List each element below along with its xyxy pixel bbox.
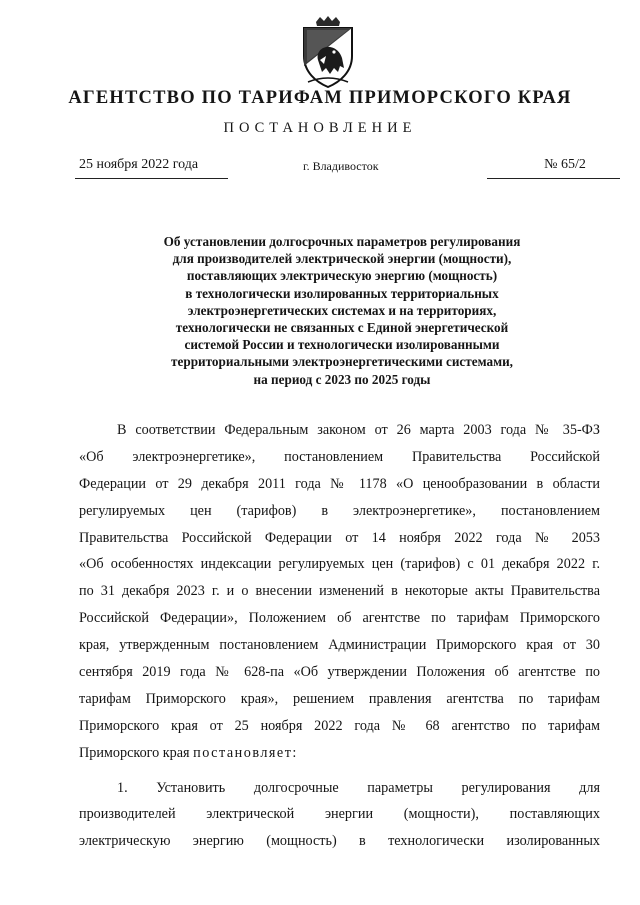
title-line: системой России и технологически изолированными	[184, 337, 500, 353]
body-line: В соответствии Федеральным законом от 26 марта 2003 года № 35-ФЗ	[117, 422, 600, 438]
body-line: 1. Установить долгосрочные параметры регулирования для	[117, 779, 600, 796]
document-type: ПОСТАНОВЛЕНИЕ	[223, 120, 417, 136]
body-line: края, утвержденным постановлением Администрации Приморского края от 30	[79, 637, 600, 654]
date-underline	[75, 178, 228, 179]
paragraph-preamble	[79, 417, 600, 767]
title-line: электроэнергетических системах и на территориях,	[187, 302, 497, 318]
body-text: Приморского края	[79, 744, 194, 761]
body-line-last	[79, 740, 600, 767]
title-line: Об установлении долгосрочных параметров регулирования	[163, 234, 521, 249]
body-line: Федерации от 29 декабря 2011 года № 1178 «О ценообразовании в области	[79, 475, 600, 492]
resolves-word: постановляет:	[193, 744, 298, 761]
agency-name: АГЕНТСТВО ПО ТАРИФАМ ПРИМОРСКОГО КРАЯ	[68, 88, 572, 108]
primorsky-krai-coat-of-arms-icon	[296, 16, 360, 88]
title-line: поставляющих электрическую энергию (мощность)	[186, 268, 498, 284]
body-line: Российской Федерации», Положением об агентстве по тарифам Приморского	[79, 610, 600, 627]
body-line: Правительства Российской Федерации от 14 ноября 2022 года № 2053	[79, 529, 600, 546]
number-underline	[487, 178, 620, 179]
body-line: регулируемых цен (тарифов) в электроэнергетике», постановлением	[79, 502, 600, 519]
document-city: г. Владивосток	[303, 159, 379, 173]
body-line: «Об особенностях индексации регулируемых цен (тарифов) с 01 декабря 2022 г.	[79, 556, 600, 573]
document-number: № 65/2	[544, 157, 586, 172]
document-title	[120, 233, 564, 388]
document-body	[79, 417, 600, 855]
body-line: тарифам Приморского края», решением правления агентства по тарифам	[79, 690, 600, 707]
title-line: технологически не связанных с Единой энергетической	[175, 320, 509, 336]
body-line: электрическую энергию (мощность) в технологически изолированных	[79, 833, 600, 850]
body-line: Приморского края от 25 ноября 2022 года № 68 агентство по тарифам	[79, 717, 600, 734]
title-line: территориальными электроэнергетическими системами,	[171, 354, 513, 370]
title-line: на период с 2023 по 2025 годы	[253, 371, 431, 387]
body-line: сентября 2019 года № 628-па «Об утверждении Положения об агентстве по	[79, 664, 600, 681]
body-line: по 31 декабря 2023 г. и о внесении изменений в некоторые акты Правительства	[79, 583, 600, 600]
body-line: производителей электрической энергии (мощности), поставляющих	[79, 806, 600, 823]
document-date: 25 ноября 2022 года	[79, 157, 199, 172]
title-line: в технологически изолированных территориальных	[185, 285, 499, 301]
title-line: для производителей электрической энергии (мощности),	[172, 251, 512, 267]
paragraph-item-1	[79, 775, 600, 856]
body-line: «Об электроэнергетике», постановлением Правительства Российской	[79, 448, 600, 465]
